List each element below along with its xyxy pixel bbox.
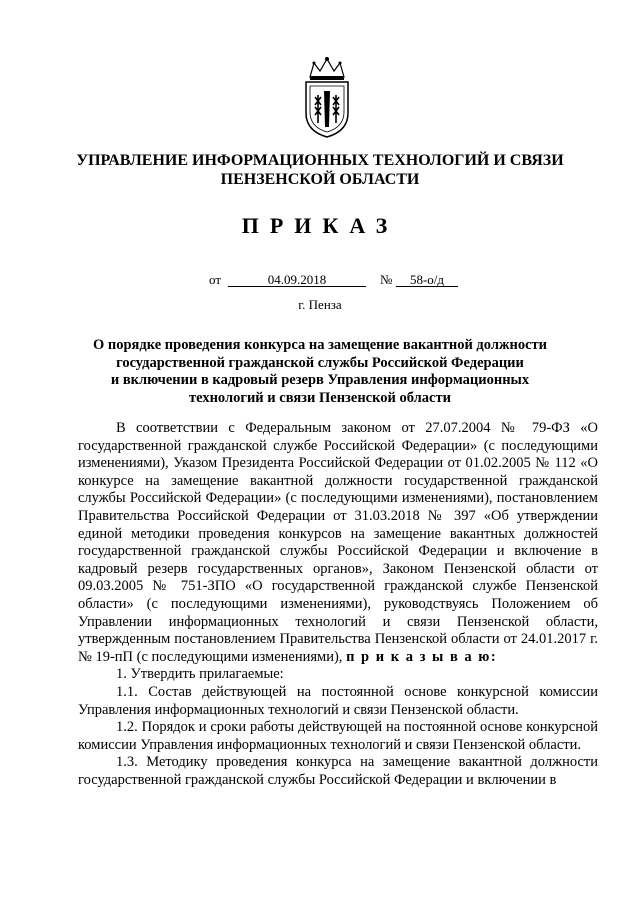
subject-line3: и включении в кадровый резерв Управления информационных bbox=[110, 372, 530, 388]
item-1-3: 1.3. Методику проведения конкурса на замещение вакантной должности государственной гражданской службы Российской Федерации и включении в bbox=[78, 754, 598, 788]
item-1-1: 1.1. Состав действующей на постоянной основе конкурсной комиссии Управления информационных технологий и связи Пензенской области. bbox=[78, 683, 598, 718]
preamble-paragraph bbox=[78, 420, 598, 666]
subject-line1: О порядке проведения конкурса на замещение вакантной должности bbox=[92, 337, 547, 353]
date-prefix: от bbox=[209, 272, 222, 287]
penza-coat-of-arms-icon bbox=[300, 55, 354, 139]
organization-name-line1: УПРАВЛЕНИЕ ИНФОРМАЦИОННЫХ ТЕХНОЛОГИЙ И СВЯЗИ bbox=[76, 152, 564, 169]
subject-line2: государственной гражданской службы Российской Федерации bbox=[116, 354, 524, 371]
document-body bbox=[78, 420, 598, 789]
document-number: 58-о/д bbox=[409, 272, 445, 287]
organization-name-line2: ПЕНЗЕНСКОЙ ОБЛАСТИ bbox=[220, 171, 420, 188]
document-date: 04.09.2018 bbox=[267, 272, 327, 287]
item-1-2: 1.2. Порядок и сроки работы действующей на постоянной основе конкурсной комиссии Управления информационных технологий и связи Пензенской области. bbox=[78, 719, 598, 753]
city: г. Пенза bbox=[298, 297, 342, 312]
date-number-line bbox=[0, 272, 640, 292]
document-subject bbox=[70, 337, 570, 407]
document-type-title: ПРИКАЗ bbox=[241, 213, 399, 238]
item-1: 1. Утвердить прилагаемые: bbox=[116, 666, 284, 683]
order-word: п р и к а з ы в а ю: bbox=[346, 648, 498, 665]
subject-line4: технологий и связи Пензенской области bbox=[189, 389, 451, 406]
preamble-text: В соответствии с Федеральным законом от 27.07.2004 № 79-ФЗ «О государственной гражданской службе Российской Федерации» (с последующими изменениями), Указом Президента Российской Федерации от 01.02.2005 № 112 «О конкурсе на замещение вакантной должности государственной гражданской службы Российской Федерации» (с последующими изменениями), постановлением Правительства Российской Федерации от 31.03.2018 № 397 «Об утверждении единой методики проведения конкурсов на замещение вакантных должностей государственной гражданской службы Российской Федерации и включение в кадровый резерв государственных органов», Законом Пензенской области от 09.03.2005 № 751-ЗПО «О государственной гражданской службе Пензенской области» (с последующими изменениями), руководствуясь Положением об Управлении информационных технологий и связи Пензенской области, утвержденным постановлением Правительства Пензенской области от 24.01.2017 г. № 19-пП (с последующими изменениями), bbox=[78, 420, 598, 665]
organization-name bbox=[60, 151, 580, 189]
number-prefix: № bbox=[380, 272, 393, 287]
